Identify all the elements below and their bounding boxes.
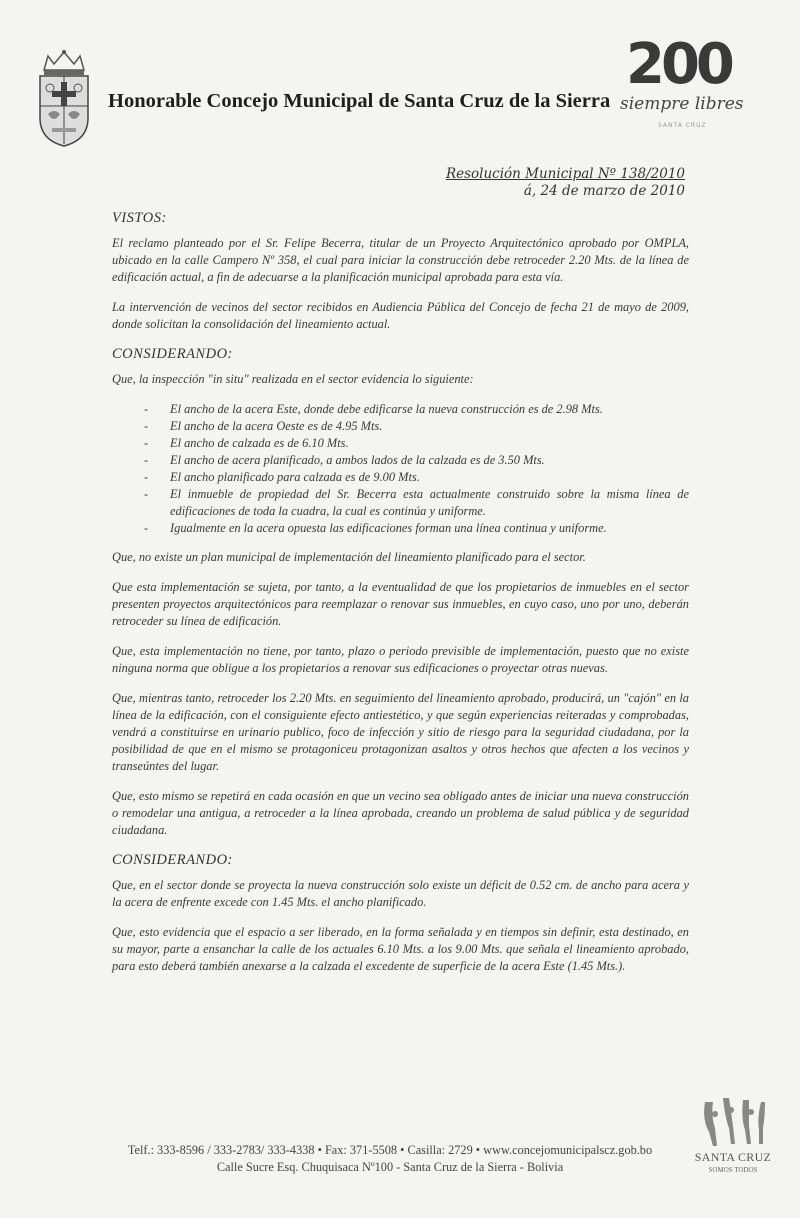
document-body	[112, 210, 689, 988]
considerando-paragraph: Que, esta implementación no tiene, por tanto, plazo o periodo previsible de implementación, puesto que no existe ninguna norma que obligue a los propietarios a renovar sus edificaciones o proyectar otras nuevas.	[112, 644, 689, 675]
inspection-findings-list	[112, 401, 689, 537]
resolution-header	[446, 166, 685, 199]
bicentennial-small-text: SANTA CRUZ	[658, 122, 707, 129]
coat-of-arms-icon	[34, 48, 94, 148]
footer	[0, 1142, 780, 1176]
bicentennial-tagline: siempre libres	[620, 94, 744, 114]
resolution-number: Resolución Municipal Nº 138/2010	[445, 166, 685, 182]
footer-address-line: Calle Sucre Esq. Chuquisaca Nº100 - Santa Cruz de la Sierra - Bolivia	[216, 1160, 564, 1174]
list-item: - Igualmente en la acera opuesta las edificaciones forman una línea continua y uniforme.	[144, 520, 689, 537]
considerando-paragraph: Que, esto mismo se repetirá en cada ocasión en que un vecino sea obligado antes de iniciar una nueva construcción o remodelar una antigua, a retroceder a la línea aprobada, creando un problema de salud pública y de seguridad ciudadana.	[112, 789, 689, 837]
considerando-paragraph: Que, no existe un plan municipal de implementación del lineamiento planificado para el sector.	[112, 550, 586, 564]
list-item: - El ancho planificado para calzada es de 9.00 Mts.	[144, 469, 689, 486]
list-item: - El ancho de la acera Este, donde debe edificarse la nueva construcción es de 2.98 Mts.	[144, 401, 689, 418]
considerando-heading: CONSIDERANDO:	[112, 852, 233, 868]
list-item: - El ancho de calzada es de 6.10 Mts.	[144, 435, 689, 452]
considerando-paragraph: Que, en el sector donde se proyecta la nueva construcción solo existe un déficit de 0.52 cm. de ancho para acera y la acera de enfrente excede con 1.45 Mts. el ancho planificado.	[112, 878, 689, 909]
list-item: - El inmueble de propiedad del Sr. Becerra esta actualmente construido sobre la misma línea de edificaciones de toda la cuadra, la cual es continúa y uniforme.	[144, 486, 689, 520]
list-item: - El ancho de acera planificado, a ambos lados de la calzada es de 3.50 Mts.	[144, 452, 689, 469]
vistos-paragraph: La intervención de vecinos del sector recibidos en Audiencia Pública del Concejo de fecha 21 de mayo de 2009, donde solicitan la consolidación del lineamiento actual.	[112, 300, 689, 331]
considerando-paragraph: Que esta implementación se sujeta, por tanto, a la eventualidad de que los propietarios de inmuebles en el sector presenten proyectos arquitectónicos para reemplazar o renovar sus inmuebles, en cuyo caso, uno por uno, deberán retroceder su línea de edificación.	[112, 580, 689, 628]
considerando-paragraph: Que, esto evidencia que el espacio a ser liberado, en la forma señalada y en tiempos sin definir, esta destinado, en su mayor, parte a ensanchar la calle de los actuales 6.10 Mts. a los 9.00 Mts. que señala el lineamiento aprobado, para esto deberá también anexarse a la calzada el excedente de superficie de la acera Este (1.45 Mts.).	[112, 925, 689, 973]
vistos-paragraph: El reclamo planteado por el Sr. Felipe Becerra, titular de un Proyecto Arquitectónico aprobado por OMPLA, ubicado en la calle Campero Nº 358, el cual para iniciar la construcción debe retroceder 2.20 Mts. de la línea de edificación actual, a fin de adecuarse a la planificación municipal aprobada para esta vía.	[112, 236, 689, 284]
bicentennial-logo	[620, 32, 760, 135]
footer-contact-line: Telf.: 333-8596 / 333-2783/ 333-4338 • Fax: 371-5508 • Casilla: 2729 • www.concejomunicipalscz.gob.bo	[127, 1143, 653, 1157]
page-title: Honorable Concejo Municipal de Santa Cruz de la Sierra	[108, 90, 611, 112]
vistos-heading: VISTOS:	[112, 210, 167, 226]
resolution-date: á, 24 de marzo de 2010	[523, 183, 685, 199]
considerando-heading: CONSIDERANDO:	[112, 346, 233, 362]
list-item: - El ancho de la acera Oeste es de 4.95 Mts.	[144, 418, 689, 435]
santa-cruz-logo-tagline: SOMOS TODOS	[708, 1166, 758, 1174]
bicentennial-number: 200	[626, 32, 731, 97]
considerando-intro: Que, la inspección "in situ" realizada en el sector evidencia lo siguiente:	[112, 372, 474, 386]
santa-cruz-logo-name: SANTA CRUZ	[694, 1150, 772, 1164]
considerando-paragraph: Que, mientras tanto, retroceder los 2.20 Mts. en seguimiento del lineamiento aprobado, producirá, un "cajón" en la línea de la edificación, con el consiguiente efecto antiestético, y que según experiencias reiteradas y comprobadas, vendrá a constituirse en urinario publico, foco de infección y sitio de riesgo para la seguridad ciudadana, por la posibilidad de que en el mismo se protagoniceu protagonizan asaltos y otros hechos que afecten a los vecinos y transeúntes del lugar.	[112, 691, 689, 773]
